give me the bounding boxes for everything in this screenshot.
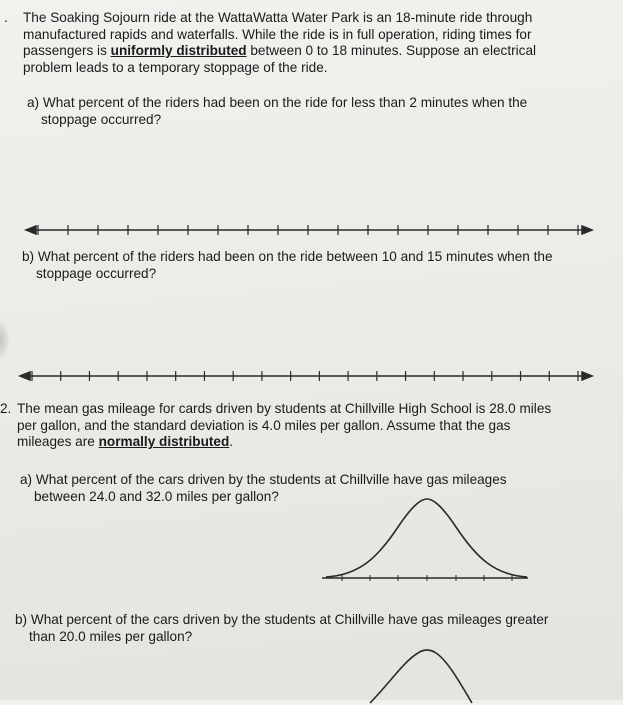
normal-curve-b [0,645,623,705]
number-line-1-left-arrow [26,226,36,234]
problem-1-part-a-line-2: stoppage occurred? [41,111,162,127]
problem-1-part-b [22,249,553,282]
number-line-2-left-arrow [20,372,30,380]
problem-1-text [23,10,536,76]
uniformly-distributed-term: uniformly distributed [110,43,247,58]
problem-2-line-3: mileages are normally distributed. [17,434,234,449]
problem-2-number: 2. [0,401,12,416]
problem-2-part-a-line-1: a) What percent of the cars driven by the students at Chillville have gas mileages [20,472,507,487]
number-line-1-right-arrow [582,226,592,234]
normally-distributed-term: normally distributed [98,434,230,449]
problem-1-part-a [27,95,527,128]
problem-1-line-1: The Soaking Sojourn ride at the WattaWatta Water Park is an 18-minute ride through [23,10,533,25]
problem-2-part-b [15,612,548,645]
problem-1-part-a-line-1: a) What percent of the riders had been on the ride for less than 2 minutes when the [27,95,528,110]
number-line-1 [0,220,623,240]
problem-1-line-2: manufactured rapids and waterfalls. While the ride is in full operation, riding times for [23,26,532,42]
problem-1-part-b-line-1: b) What percent of the riders had been on the ride between 10 and 15 minutes when the [22,249,553,264]
number-line-2-right-arrow [582,372,592,380]
problem-2-part-a-line-2: between 24.0 and 32.0 miles per gallon? [34,488,279,504]
problem-2-text [17,401,551,451]
problem-2-line-2: per gallon, and the standard deviation is 4.0 miles per gallon. Assume that the gas [17,417,511,433]
normal-curve-a [0,495,623,585]
problem-1-number: . [4,10,8,25]
problem-1-line-3: passengers is uniformly distributed between 0 to 18 minutes. Suppose an electrical [23,43,537,58]
normal-curve-a-shape [326,499,527,577]
problem-1-line-4: problem leads to a temporary stoppage of the ride. [23,59,328,75]
problem-2-line-1: The mean gas mileage for cards driven by students at Chillville High School is 28.0 miles [17,401,552,416]
problem-1-part-b-line-2: stoppage occurred? [36,265,157,281]
number-line-2 [0,366,623,386]
problem-2-part-b-line-2: than 20.0 miles per gallon? [29,628,193,644]
normal-curve-b-shape [370,650,472,703]
problem-2-part-b-line-1: b) What percent of the cars driven by the students at Chillville have gas mileages greater [15,612,549,627]
page-edge-shadow [0,320,10,360]
